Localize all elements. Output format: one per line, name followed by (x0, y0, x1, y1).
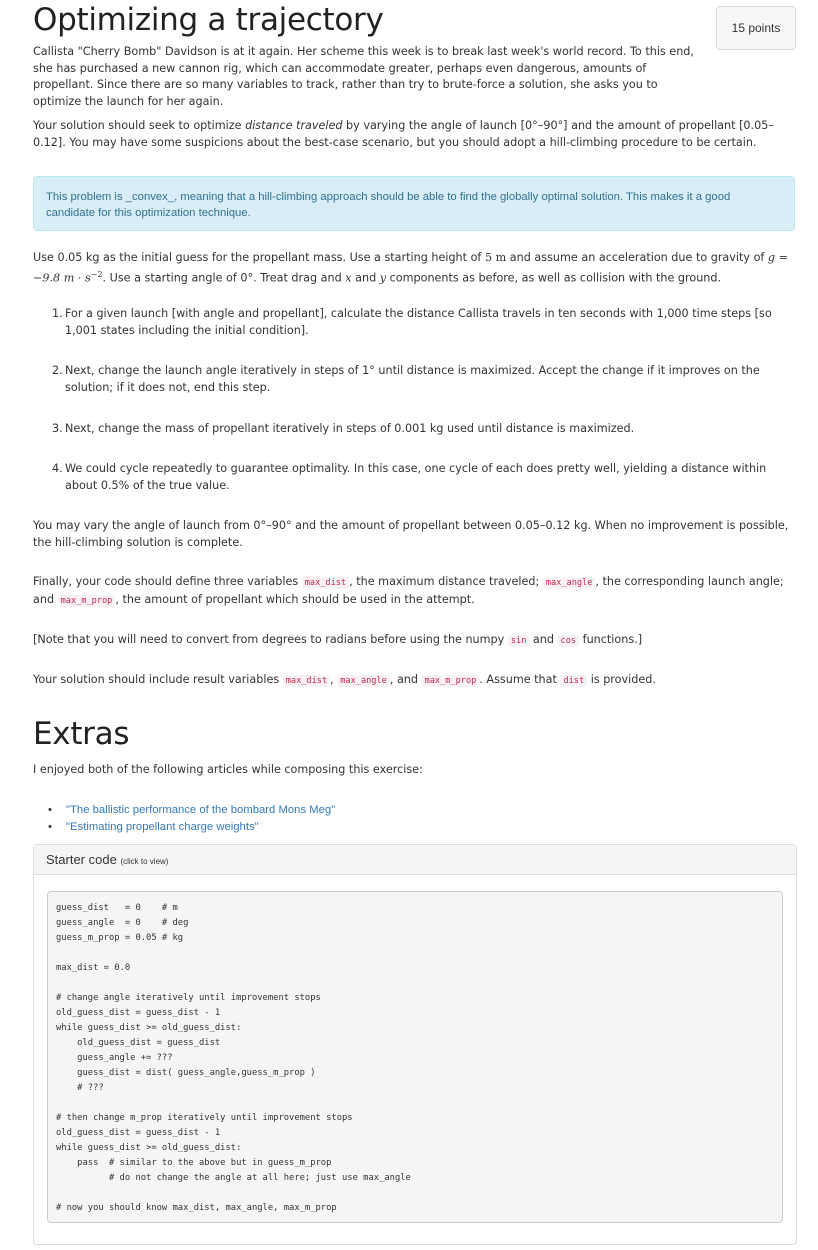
link-mons-meg[interactable]: "The ballistic performance of the bombard Mons Meg" (66, 804, 336, 816)
result-variables-paragraph (33, 672, 795, 690)
step-text: Next, change the launch angle iteratively in steps of 1° until distance is maximized. Accept the change if it improves on the solution; if it does not, end this step. (65, 364, 760, 394)
extras-intro: I enjoyed both of the following articles while composing this exercise: (33, 763, 423, 776)
code-max-dist: max_dist (302, 577, 349, 589)
gravity-math: g = −9.8 m · s (33, 251, 789, 285)
objective-emphasis: distance traveled (245, 119, 343, 132)
code-max-m-prop: max_m_prop (422, 675, 480, 687)
objective-text-b: by varying the angle of launch [0°–90°] and the amount of propellant [0.05–0.12]. You may have some suspicions about the best-case scenario, but you should adopt a hill-climbing procedure to be certain. (33, 119, 774, 149)
starter-code-heading: Starter code (46, 852, 117, 867)
y-variable: y (379, 271, 387, 285)
result-text-e: is provided. (587, 673, 656, 686)
result-text-c: , and (389, 673, 422, 686)
starter-code-toggle[interactable] (34, 845, 796, 875)
code-sin: sin (508, 635, 530, 647)
step-text: Next, change the mass of propellant iteratively in steps of 0.001 kg used until distance is maximized. (65, 422, 635, 435)
step-item (52, 306, 797, 339)
height-math: 5 m (484, 251, 507, 264)
setup-paragraph (33, 250, 795, 287)
range-paragraph: You may vary the angle of launch from 0°–90° and the amount of propellant between 0.05–0.12 kg. When no improvement is possible, the hill-climbing solution is complete. (33, 519, 789, 549)
code-block (47, 891, 783, 1223)
setup-text-4: and (351, 271, 380, 285)
step-number: 3. (52, 422, 63, 435)
extras-links-list (33, 802, 335, 836)
step-item (52, 421, 797, 438)
step-number: 2. (52, 364, 63, 377)
intro-paragraph: Callista "Cherry Bomb" Davidson is at it again. Her scheme this week is to break last week's world record. To this end, she has purchased a new cannon rig, which can accommodate greater, perhaps even dangerous, amounts of propellant. Since there are so many variables to track, rather than try to brute-force a solution, she asks you to optimize the launch for her again. (33, 45, 694, 108)
bullet-icon: • (48, 804, 52, 816)
define-variables-paragraph (33, 574, 795, 609)
step-text: For a given launch [with angle and propellant], calculate the distance Callista travels in ten seconds with 1,000 time steps [so 1,001 states including the initial condition]. (65, 307, 772, 337)
step-text: We could cycle repeatedly to guarantee optimality. In this case, one cycle of each does pretty well, yielding a distance within about 0.5% of the true value. (65, 462, 767, 492)
setup-text-5: components as before, as well as collision with the ground. (386, 271, 722, 285)
code-max-m-prop: max_m_prop (58, 595, 116, 607)
gravity-exponent: −2 (90, 269, 103, 279)
starter-code-text: guess_dist = 0 # m guess_angle = 0 # deg guess_m_prop = 0.05 # kg max_dist = 0.0 # change angle iteratively until improvement stops old_guess_dist = guess_dist - 1 while guess_dist >= old_guess_dist: old_guess_dist = guess_dist guess_angle += ??? guess_dist = dist( guess_angle,guess_m_prop ) # ??? # then change m_prop iteratively until improvement stops old_guess_dist = guess_dist - 1 while guess_dist >= old_guess_dist: pass # similar to the above but in guess_m_prop # do not change the angle at all here; just use max_angle # now you should know max_dist, max_angle, max_m_prop (56, 903, 411, 1213)
x-variable: x (345, 271, 352, 285)
step-item (52, 461, 797, 494)
define-text-d: , the amount of propellant which should be used in the attempt. (115, 592, 475, 606)
setup-text-2: and assume an acceleration due to gravity of (506, 251, 768, 264)
code-cos: cos (558, 635, 580, 647)
code-dist: dist (560, 675, 587, 687)
note-text-b: and (529, 633, 558, 646)
step-number: 1. (52, 307, 63, 320)
define-text-a: Finally, your code should define three variables (33, 575, 302, 588)
define-text-b: , the maximum distance traveled; (349, 575, 543, 588)
link-propellant-charge[interactable]: "Estimating propellant charge weights" (66, 821, 259, 833)
step-number: 4. (52, 462, 63, 475)
define-text-c: , the corresponding launch angle; and (33, 575, 784, 606)
objective-paragraph (33, 118, 795, 151)
click-to-view-hint: (click to view) (120, 857, 169, 866)
radians-note-paragraph (33, 632, 795, 650)
convex-info-callout: This problem is _convex_, meaning that a hill-climbing approach should be able to find the globally optimal solution. This makes it a good candidate for this optimization technique. (33, 176, 795, 231)
setup-text-1: Use 0.05 kg as the initial guess for the propellant mass. Use a starting height of (33, 251, 485, 264)
bullet-icon: • (48, 821, 52, 833)
objective-text-a: Your solution should seek to optimize (33, 119, 246, 132)
result-text-b: , (330, 673, 338, 686)
note-text-a: [Note that you will need to convert from degrees to radians before using the numpy (33, 633, 508, 646)
extras-heading: Extras (33, 716, 130, 752)
page-title: Optimizing a trajectory (33, 2, 384, 38)
note-text-c: functions.] (579, 633, 643, 646)
result-text-d: . Assume that (479, 673, 561, 686)
code-max-angle: max_angle (337, 675, 390, 687)
code-max-dist: max_dist (283, 675, 330, 687)
result-text-a: Your solution should include result variables (33, 673, 283, 686)
starter-code-panel (33, 844, 797, 1245)
points-badge: 15 points (716, 6, 796, 50)
list-item (33, 802, 335, 819)
step-item (52, 363, 797, 396)
list-item (33, 819, 335, 836)
setup-text-3: . Use a starting angle of 0°. Treat drag and (102, 271, 346, 285)
code-max-angle: max_angle (543, 577, 596, 589)
